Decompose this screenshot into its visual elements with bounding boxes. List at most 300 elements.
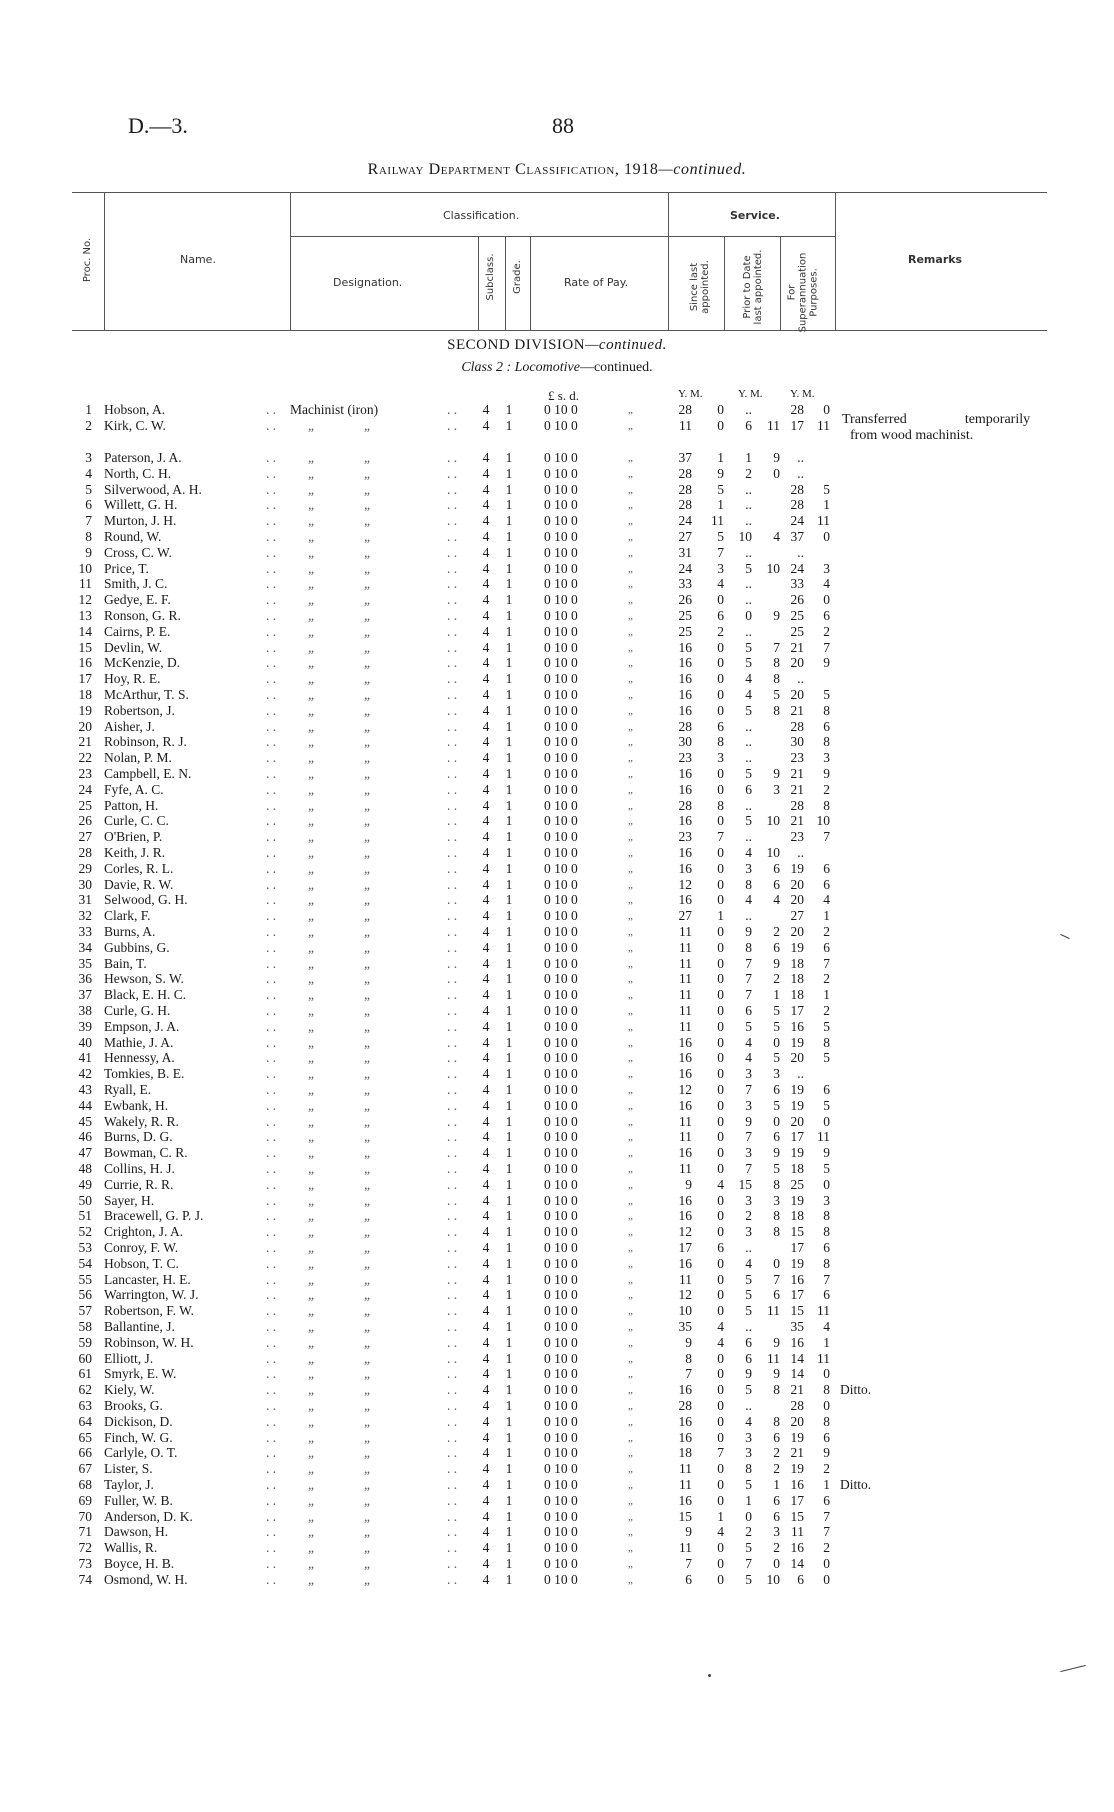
since-last-months: 0 — [717, 1492, 724, 1508]
leader-dots: . . — [447, 481, 458, 497]
super-months: 6 — [823, 1429, 830, 1445]
since-last-years: 16 — [678, 1192, 692, 1208]
prior-months: 9 — [773, 1334, 780, 1350]
ditto-mark: „ — [628, 847, 633, 859]
super-years: 20 — [790, 876, 804, 892]
leader-dots: . . — [447, 1240, 458, 1255]
ditto-mark: „ — [364, 1350, 370, 1366]
employee-name: Lancaster, H. E. — [104, 1271, 191, 1287]
prior-years: 5 — [745, 702, 752, 718]
since-last-months: 0 — [717, 1050, 724, 1066]
super-years: 15 — [790, 1303, 804, 1319]
super-years: 20 — [790, 892, 804, 908]
grade: 1 — [505, 1461, 513, 1477]
ditto-mark: „ — [308, 1366, 314, 1382]
super-months: 3 — [823, 560, 830, 576]
rate-of-pay: 0 10 0 — [544, 1524, 578, 1540]
table-row — [0, 908, 1114, 924]
prior-years: 5 — [745, 1287, 752, 1303]
subclass: 4 — [482, 1082, 490, 1097]
employee-name: Campbell, E. N. — [104, 766, 192, 781]
prior-years: 9 — [745, 924, 752, 939]
super-months: 8 — [823, 1034, 830, 1050]
grade: 1 — [505, 955, 513, 971]
remark-line: from wood machinist. — [850, 428, 974, 443]
proc-number: 68 — [78, 1477, 92, 1492]
employee-name: Hennessy, A. — [104, 1050, 175, 1066]
super-years: 20 — [790, 924, 804, 939]
ditto-mark: „ — [364, 718, 370, 734]
leader-dots: . . — [266, 813, 277, 829]
since-last-months: 0 — [717, 687, 724, 702]
ditto-mark: „ — [628, 989, 633, 1002]
ditto-mark: „ — [628, 768, 633, 780]
prior-years: 3 — [745, 1097, 752, 1113]
grade: 1 — [505, 845, 513, 860]
subclass: 4 — [482, 1319, 490, 1334]
super-years: 33 — [790, 576, 804, 592]
ditto-mark: „ — [364, 1303, 370, 1319]
employee-name: Hoy, R. E. — [104, 671, 161, 687]
ditto-mark: „ — [628, 1494, 633, 1507]
super-months: 8 — [823, 1382, 830, 1398]
prior-years: .. — [745, 497, 752, 513]
ditto-mark: „ — [364, 1066, 370, 1082]
grade: 1 — [505, 1271, 513, 1287]
ditto-mark: „ — [364, 750, 370, 766]
table-row — [0, 1145, 1114, 1161]
prior-months: 10 — [766, 845, 780, 860]
proc-number: 27 — [78, 829, 92, 845]
employee-name: Curle, G. H. — [104, 1003, 171, 1018]
prior-years: 7 — [745, 1129, 752, 1145]
since-last-years: 17 — [678, 1240, 692, 1255]
super-years: 18 — [790, 971, 804, 987]
table-row — [0, 1019, 1114, 1035]
prior-months: 6 — [773, 1129, 780, 1145]
rate-of-pay: 0 10 0 — [544, 687, 578, 702]
leader-dots: . . — [447, 1097, 458, 1113]
leader-dots: . . — [447, 450, 458, 465]
since-last-years: 11 — [679, 1113, 692, 1129]
subclass: 4 — [482, 702, 490, 718]
leader-dots: . . — [266, 418, 277, 433]
leader-dots: . . — [266, 1240, 277, 1255]
leader-dots: . . — [447, 529, 458, 544]
since-last-months: 0 — [717, 860, 724, 876]
rate-of-pay: 0 10 0 — [544, 1429, 578, 1445]
grade: 1 — [505, 718, 513, 734]
employee-name: Patton, H. — [104, 797, 159, 813]
grade: 1 — [505, 671, 513, 687]
grade: 1 — [505, 639, 513, 655]
leader-dots: . . — [447, 1303, 458, 1319]
ditto-mark: „ — [364, 544, 370, 560]
prior-years: 9 — [745, 1366, 752, 1382]
ditto-mark: „ — [628, 783, 633, 796]
super-years: 21 — [790, 781, 804, 797]
subclass: 4 — [482, 671, 490, 687]
table-row — [0, 1461, 1114, 1477]
super-years: 17 — [790, 1240, 804, 1255]
super-months: 2 — [823, 1003, 830, 1018]
leader-dots: . . — [447, 829, 458, 845]
leader-dots: . . — [447, 1161, 458, 1176]
proc-number: 20 — [78, 718, 92, 734]
ditto-mark: „ — [364, 1461, 370, 1477]
unit-prior: Y. M. — [738, 388, 763, 400]
rate-of-pay: 0 10 0 — [544, 1003, 578, 1018]
table-row — [0, 845, 1114, 861]
ditto-mark: „ — [364, 939, 370, 955]
grade: 1 — [505, 939, 513, 955]
since-last-months: 0 — [717, 1145, 724, 1161]
super-years: 18 — [790, 987, 804, 1003]
super-months: 7 — [823, 1271, 830, 1287]
ditto-mark: „ — [628, 1431, 633, 1444]
subclass: 4 — [482, 1050, 490, 1066]
ditto-mark: „ — [308, 1398, 314, 1413]
since-last-months: 0 — [717, 1287, 724, 1303]
super-months: 3 — [823, 1192, 830, 1208]
subclass: 4 — [482, 1287, 490, 1303]
super-years: 20 — [790, 1413, 804, 1429]
employee-name: Cairns, P. E. — [104, 623, 171, 639]
ditto-mark: „ — [308, 845, 314, 860]
super-years: 21 — [790, 639, 804, 655]
grade: 1 — [505, 1066, 513, 1082]
employee-name: Warrington, W. J. — [104, 1287, 199, 1303]
leader-dots: . . — [447, 1492, 458, 1508]
since-last-years: 12 — [678, 1082, 692, 1097]
grade: 1 — [505, 465, 513, 481]
subclass: 4 — [482, 1429, 490, 1445]
leader-dots: . . — [266, 1556, 277, 1571]
proc-number: 1 — [85, 402, 92, 417]
proc-number: 24 — [78, 781, 92, 797]
ditto-mark: „ — [308, 544, 314, 560]
table-row — [0, 1003, 1114, 1019]
leader-dots: . . — [266, 1113, 277, 1129]
rate-of-pay: 0 10 0 — [544, 924, 578, 939]
leader-dots: . . — [447, 892, 458, 908]
rate-of-pay: 0 10 0 — [544, 623, 578, 639]
proc-number: 35 — [78, 955, 92, 971]
ditto-mark: „ — [628, 1242, 633, 1254]
employee-name: Smyrk, E. W. — [104, 1366, 177, 1382]
since-last-months: 4 — [717, 1319, 724, 1334]
ditto-mark: „ — [628, 641, 633, 654]
prior-months: 8 — [773, 1176, 780, 1192]
proc-number: 26 — [78, 813, 92, 829]
table-row — [0, 576, 1114, 592]
ditto-mark: „ — [628, 1084, 633, 1096]
subclass: 4 — [482, 450, 490, 465]
employee-name: Burns, A. — [104, 924, 156, 939]
since-last-months: 0 — [717, 939, 724, 955]
ditto-mark: „ — [308, 797, 314, 813]
leader-dots: . . — [447, 513, 458, 529]
since-last-years: 11 — [679, 924, 692, 939]
grade: 1 — [505, 1176, 513, 1192]
super-years: 20 — [790, 687, 804, 702]
super-years: 28 — [790, 497, 804, 513]
leader-dots: . . — [447, 1018, 458, 1034]
super-years: 26 — [790, 592, 804, 608]
since-last-months: 0 — [717, 924, 724, 939]
leader-dots: . . — [447, 1129, 458, 1145]
employee-name: Elliott, J. — [104, 1350, 154, 1366]
since-last-months: 0 — [717, 1255, 724, 1271]
subclass: 4 — [482, 1382, 490, 1398]
super-months: 8 — [823, 734, 830, 750]
ditto-mark: „ — [308, 1208, 314, 1224]
proc-number: 46 — [78, 1129, 92, 1145]
rate-of-pay: 0 10 0 — [544, 402, 578, 417]
super-months: 2 — [823, 924, 830, 939]
proc-number: 65 — [78, 1429, 92, 1445]
prior-months: 7 — [773, 639, 780, 655]
proc-number: 34 — [78, 939, 92, 955]
ditto-mark: „ — [308, 955, 314, 971]
prior-months: 8 — [773, 655, 780, 671]
super-years: 16 — [790, 1334, 804, 1350]
rate-of-pay: 0 10 0 — [544, 529, 578, 544]
proc-number: 43 — [78, 1082, 92, 1097]
prior-months: 2 — [773, 924, 780, 939]
since-last-years: 16 — [678, 781, 692, 797]
ditto-mark: „ — [364, 1429, 370, 1445]
rate-of-pay: 0 10 0 — [544, 1319, 578, 1334]
ditto-mark: „ — [308, 924, 314, 939]
prior-years: 6 — [745, 1334, 752, 1350]
rate-of-pay: 0 10 0 — [544, 971, 578, 987]
leader-dots: . . — [447, 1366, 458, 1382]
grade: 1 — [505, 1319, 513, 1334]
prior-months: 0 — [773, 465, 780, 481]
ditto-mark: „ — [628, 973, 633, 986]
since-last-months: 0 — [717, 1461, 724, 1477]
since-last-years: 31 — [678, 544, 692, 560]
super-years: 28 — [790, 797, 804, 813]
super-months: 6 — [823, 1287, 830, 1303]
subclass: 4 — [482, 1192, 490, 1208]
leader-dots: . . — [447, 1208, 458, 1224]
rate-of-pay: 0 10 0 — [544, 1271, 578, 1287]
ditto-mark: „ — [628, 1352, 633, 1365]
leader-dots: . . — [266, 987, 277, 1003]
super-years: 25 — [790, 1176, 804, 1192]
super-months: 7 — [823, 639, 830, 655]
header-since-last: Since last appointed. — [689, 260, 711, 314]
since-last-months: 0 — [717, 1382, 724, 1398]
grade: 1 — [505, 766, 513, 781]
ditto-mark: „ — [308, 465, 314, 481]
leader-dots: . . — [266, 544, 277, 560]
rate-of-pay: 0 10 0 — [544, 671, 578, 687]
proc-number: 2 — [85, 418, 92, 433]
since-last-months: 0 — [717, 892, 724, 908]
ditto-mark: „ — [364, 955, 370, 971]
ditto-mark: „ — [628, 452, 633, 464]
employee-name: Robertson, J. — [104, 702, 175, 718]
prior-years: .. — [745, 576, 752, 592]
subclass: 4 — [482, 781, 490, 797]
ditto-mark: „ — [364, 1145, 370, 1161]
proc-number: 45 — [78, 1113, 92, 1129]
leader-dots: . . — [447, 1082, 458, 1097]
leader-dots: . . — [266, 655, 277, 671]
leader-dots: . . — [266, 687, 277, 702]
proc-number: 23 — [78, 766, 92, 781]
since-last-years: 16 — [678, 845, 692, 860]
proc-number: 5 — [85, 481, 92, 497]
ditto-mark: „ — [628, 610, 633, 622]
ditto-mark: „ — [364, 845, 370, 860]
leader-dots: . . — [447, 1271, 458, 1287]
super-months: 1 — [823, 987, 830, 1003]
leader-dots: . . — [266, 639, 277, 655]
grade: 1 — [505, 1334, 513, 1350]
table-row — [0, 1240, 1114, 1256]
rate-of-pay: 0 10 0 — [544, 1240, 578, 1255]
employee-name: Gubbins, G. — [104, 939, 170, 955]
super-years: 24 — [790, 513, 804, 529]
grade: 1 — [505, 513, 513, 529]
grade: 1 — [505, 544, 513, 560]
rate-of-pay: 0 10 0 — [544, 781, 578, 797]
grade: 1 — [505, 1524, 513, 1540]
grade: 1 — [505, 1082, 513, 1097]
subclass: 4 — [482, 402, 490, 417]
ditto-mark: „ — [628, 1273, 633, 1286]
proc-number: 54 — [78, 1255, 92, 1271]
leader-dots: . . — [447, 860, 458, 876]
grade: 1 — [505, 1113, 513, 1129]
super-years: 21 — [790, 766, 804, 781]
table-row — [0, 482, 1114, 498]
subclass: 4 — [482, 1240, 490, 1255]
rate-of-pay: 0 10 0 — [544, 1192, 578, 1208]
rate-of-pay: 0 10 0 — [544, 1113, 578, 1129]
since-last-years: 30 — [678, 734, 692, 750]
leader-dots: . . — [266, 671, 277, 687]
proc-number: 15 — [78, 639, 92, 655]
subclass: 4 — [482, 971, 490, 987]
subclass: 4 — [482, 576, 490, 592]
table-row — [0, 877, 1114, 893]
leader-dots: . . — [266, 939, 277, 955]
leader-dots: . . — [266, 1429, 277, 1445]
leader-dots: . . — [447, 671, 458, 687]
ditto-mark: „ — [628, 1384, 633, 1397]
subclass: 4 — [482, 1477, 490, 1492]
leader-dots: . . — [266, 481, 277, 497]
since-last-years: 16 — [678, 1413, 692, 1429]
grade: 1 — [505, 1413, 513, 1429]
ditto-mark: „ — [364, 1366, 370, 1382]
grade: 1 — [505, 1287, 513, 1303]
ditto-mark: „ — [628, 404, 633, 416]
leader-dots: . . — [266, 402, 277, 417]
subclass: 4 — [482, 513, 490, 529]
subclass: 4 — [482, 766, 490, 781]
ditto-mark: „ — [364, 1003, 370, 1018]
proc-number: 7 — [85, 513, 92, 529]
leader-dots: . . — [447, 655, 458, 671]
leader-dots: . . — [266, 1034, 277, 1050]
table-row — [0, 1224, 1114, 1240]
leader-dots: . . — [266, 797, 277, 813]
leader-dots: . . — [266, 450, 277, 465]
subclass: 4 — [482, 1508, 490, 1524]
since-last-months: 0 — [717, 1113, 724, 1129]
since-last-months: 11 — [711, 513, 724, 529]
ditto-mark: „ — [308, 623, 314, 639]
ditto-mark: „ — [308, 497, 314, 513]
proc-number: 67 — [78, 1461, 92, 1477]
ditto-mark: „ — [628, 1020, 633, 1033]
since-last-years: 16 — [678, 860, 692, 876]
prior-years: 4 — [745, 1034, 752, 1050]
grade: 1 — [505, 1240, 513, 1255]
super-years: 19 — [790, 1192, 804, 1208]
prior-years: 1 — [745, 450, 752, 465]
leader-dots: . . — [266, 1445, 277, 1461]
prior-years: 2 — [745, 1524, 752, 1540]
table-row — [0, 766, 1114, 782]
super-years: .. — [797, 845, 804, 860]
proc-number: 74 — [78, 1571, 92, 1587]
table-row — [0, 1398, 1114, 1414]
subclass: 4 — [482, 497, 490, 513]
leader-dots: . . — [447, 1540, 458, 1556]
since-last-months: 0 — [717, 702, 724, 718]
since-last-years: 28 — [678, 481, 692, 497]
table-row — [0, 1161, 1114, 1177]
grade: 1 — [505, 1429, 513, 1445]
grade: 1 — [505, 1445, 513, 1461]
super-years: 11 — [791, 1524, 804, 1540]
super-months: 8 — [823, 797, 830, 813]
super-months: 6 — [823, 1240, 830, 1255]
employee-name: Paterson, J. A. — [104, 450, 182, 465]
leader-dots: . . — [447, 1461, 458, 1477]
ditto-mark: „ — [308, 1508, 314, 1524]
ditto-mark: „ — [628, 499, 633, 512]
prior-months: 9 — [773, 450, 780, 465]
ditto-mark: „ — [364, 481, 370, 497]
super-months: 8 — [823, 1208, 830, 1224]
grade: 1 — [505, 1350, 513, 1366]
employee-name: Lister, S. — [104, 1461, 153, 1477]
prior-years: .. — [745, 623, 752, 639]
subclass: 4 — [482, 1413, 490, 1429]
leader-dots: . . — [447, 939, 458, 955]
ditto-mark: „ — [308, 1571, 314, 1587]
header-grade: Grade. — [512, 260, 523, 294]
prior-years: 5 — [745, 1571, 752, 1587]
employee-name: Collins, H. J. — [104, 1161, 175, 1176]
leader-dots: . . — [447, 623, 458, 639]
table-row — [0, 1256, 1114, 1272]
employee-name: Murton, J. H. — [104, 513, 177, 529]
rate-of-pay: 0 10 0 — [544, 1413, 578, 1429]
rate-of-pay: 0 10 0 — [544, 718, 578, 734]
super-months: 0 — [823, 1366, 830, 1382]
prior-years: 2 — [745, 1208, 752, 1224]
ditto-mark: „ — [364, 1018, 370, 1034]
